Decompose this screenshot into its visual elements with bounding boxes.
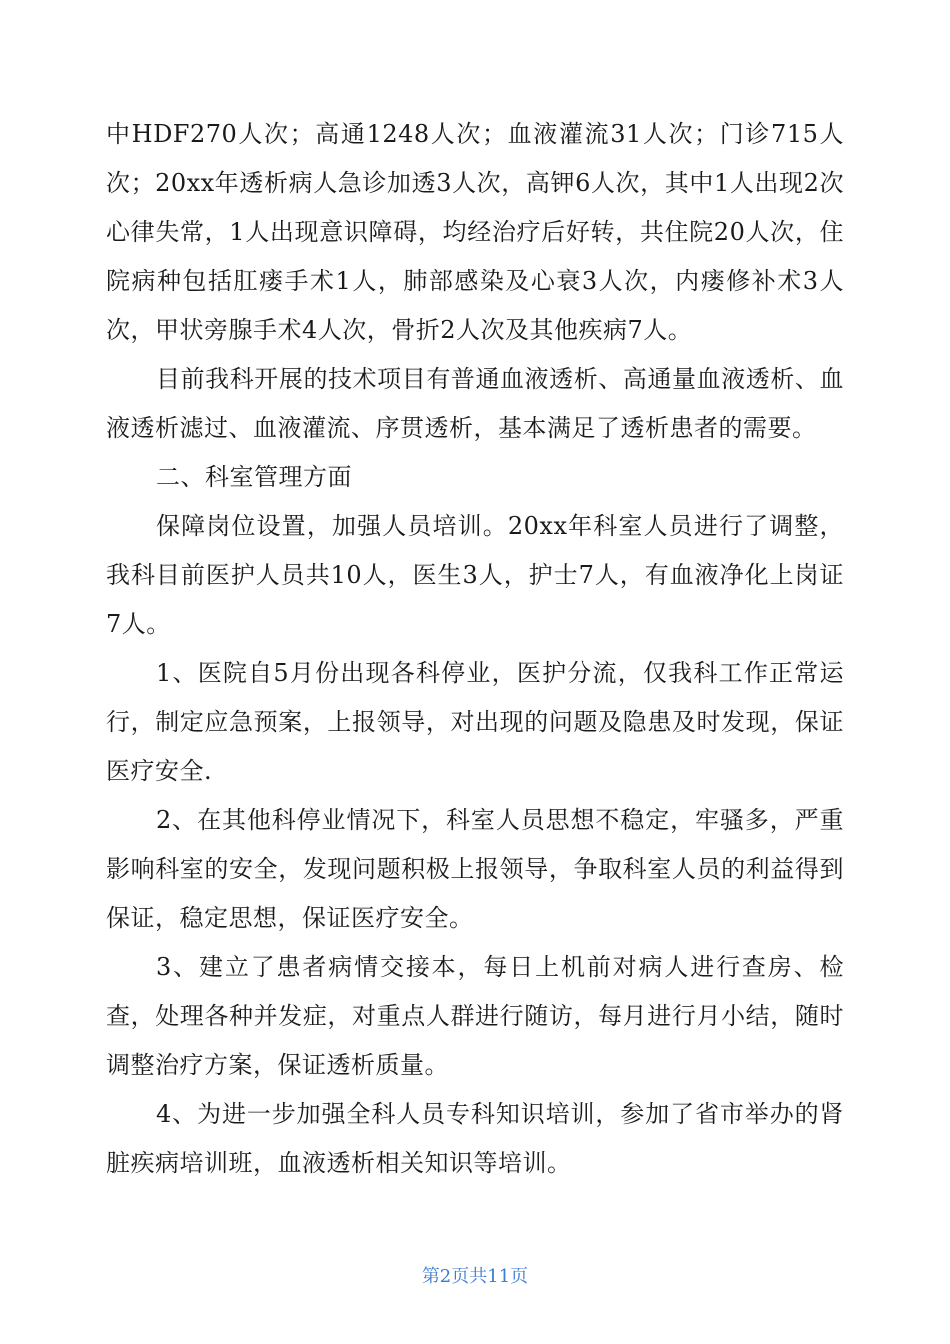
section-heading-management: 二、科室管理方面 [156,463,352,491]
list-item-3: 3、建立了患者病情交接本，每日上机前对病人进行查房、检查，处理各种并发症，对重点人群进行随访，每月进行月小结，随时调整治疗方案，保证透析质量。 [106,953,844,1079]
document-body [106,110,844,1188]
list-item-2: 2、在其他科停业情况下，科室人员思想不稳定，牢骚多，严重影响科室的安全，发现问题积极上报领导，争取科室人员的利益得到保证，稳定思想，保证医疗安全。 [106,806,844,932]
paragraph-technical-projects: 目前我科开展的技术项目有普通血液透析、高通量血液透析、血液透析滤过、血液灌流、序贯透析，基本满足了透析患者的需要。 [106,365,844,442]
paragraph-staffing: 保障岗位设置，加强人员培训。20xx年科室人员进行了调整，我科目前医护人员共10人，医生3人，护士7人，有血液净化上岗证7人。 [106,512,844,638]
list-item-1: 1、医院自5月份出现各科停业，医护分流，仅我科工作正常运行，制定应急预案，上报领导，对出现的问题及隐患及时发现，保证医疗安全. [106,659,844,785]
page-number-footer: 第2页共11页 [421,1266,529,1287]
paragraph-statistics: 中HDF270人次；高通1248人次；血液灌流31人次；门诊715人次；20xx年透析病人急诊加透3人次，高钾6人次，其中1人出现2次心律失常，1人出现意识障碍，均经治疗后好转，共住院20人次，住院病种包括肛瘘手术1人，肺部感染及心衰3人次，内瘘修补术3人次，甲状旁腺手术4人次，骨折2人次及其他疾病7人。 [106,120,844,344]
list-item-4: 4、为进一步加强全科人员专科知识培训，参加了省市举办的肾脏疾病培训班，血液透析相关知识等培训。 [106,1100,844,1177]
